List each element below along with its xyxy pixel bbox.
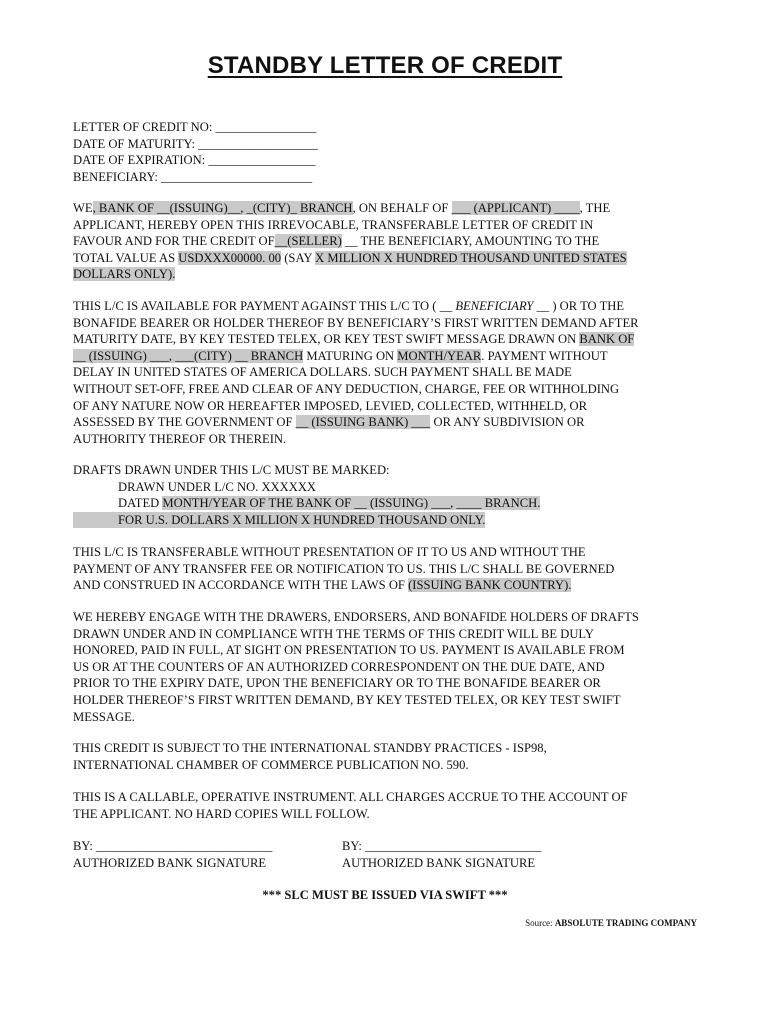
- highlighted-placeholder: FOR U.S. DOLLARS X MILLION X HUNDRED THOUSAND ONLY.: [73, 512, 485, 529]
- paragraph-line: DATED MONTH/YEAR OF THE BANK OF __ (ISSUING) ___, ____ BRANCH.: [118, 496, 541, 511]
- paragraph-line: APPLICANT, HEREBY OPEN THIS IRREVOCABLE, TRANSFERABLE LETTER OF CREDIT IN: [73, 217, 594, 232]
- beneficiary-field: BENEFICIARY: ________________________: [73, 169, 313, 184]
- source-company: ABSOLUTE TRADING COMPANY: [554, 918, 697, 928]
- paragraph-line: ASSESSED BY THE GOVERNMENT OF __ (ISSUING BANK) ___ OR ANY SUBDIVISION OR: [73, 415, 585, 430]
- highlighted-placeholder: __ (ISSUING) ___, ___(CITY) __ BRANCH: [73, 348, 304, 363]
- paragraph-line: WITHOUT SET-OFF, FREE AND CLEAR OF ANY DEDUCTION, CHARGE, FEE OR WITHHOLDING: [73, 381, 620, 396]
- paragraph-line: DRAFTS DRAWN UNDER THIS L/C MUST BE MARKED:: [73, 463, 390, 477]
- source-credit: [525, 915, 697, 932]
- highlighted-placeholder: , BANK OF __(ISSUING)__, _(CITY)_ BRANCH: [92, 201, 353, 215]
- paragraph-transferable: [73, 544, 701, 594]
- paragraph-line: OF ANY NATURE NOW OR HEREAFTER IMPOSED, LEVIED, COLLECTED, WITHHELD, OR: [73, 398, 587, 413]
- source-label: Source:: [525, 918, 555, 928]
- signature-block-right: [342, 838, 541, 871]
- paragraph-line: DELAY IN UNITED STATES OF AMERICA DOLLARS. SUCH PAYMENT SHALL BE MADE: [73, 365, 572, 380]
- highlighted-placeholder: BANK OF: [579, 332, 635, 347]
- highlighted-placeholder: ___ (APPLICANT) ____: [451, 201, 580, 215]
- signature-label: AUTHORIZED BANK SIGNATURE: [73, 855, 267, 870]
- highlighted-placeholder: __ (ISSUING BANK) ___: [295, 415, 431, 430]
- document-title: STANDBY LETTER OF CREDIT: [207, 52, 563, 79]
- highlighted-placeholder: DOLLARS ONLY).: [73, 267, 176, 282]
- highlighted-placeholder: __(SELLER): [274, 234, 342, 249]
- paragraph-line: AUTHORITY THEREOF OR THEREIN.: [73, 431, 287, 446]
- paragraph-isp98: [73, 740, 701, 773]
- paragraph-availability: [73, 298, 701, 447]
- paragraph-line: INTERNATIONAL CHAMBER OF COMMERCE PUBLICATION NO. 590.: [73, 757, 469, 772]
- highlighted-placeholder: (ISSUING BANK COUNTRY).: [408, 578, 572, 593]
- highlighted-placeholder: USDXXX00000. 00: [178, 250, 282, 265]
- paragraph-line: DRAWN UNDER AND IN COMPLIANCE WITH THE TERMS OF THIS CREDIT WILL BE DULY: [73, 626, 594, 641]
- paragraph-line: THE APPLICANT. NO HARD COPIES WILL FOLLOW.: [73, 806, 370, 821]
- paragraph-line: THIS IS A CALLABLE, OPERATIVE INSTRUMENT. ALL CHARGES ACCRUE TO THE ACCOUNT OF: [73, 790, 628, 804]
- lc-number-field: LETTER OF CREDIT NO: ________________: [73, 120, 317, 134]
- expiration-date-field: DATE OF EXPIRATION: _________________: [73, 153, 316, 168]
- paragraph-line: THIS CREDIT IS SUBJECT TO THE INTERNATIONAL STANDBY PRACTICES - ISP98,: [73, 741, 547, 755]
- paragraph-line: DRAWN UNDER L/C NO. XXXXXX: [118, 479, 317, 494]
- paragraph-line: FAVOUR AND FOR THE CREDIT OF__(SELLER) __ THE BENEFICIARY, AMOUNTING TO THE: [73, 234, 600, 249]
- paragraph-line: MESSAGE.: [73, 709, 135, 724]
- paragraph-line: HOLDER THEREOF’S FIRST WRITTEN DEMAND, BY KEY TESTED TELEX, OR KEY TEST SWIFT: [73, 692, 621, 707]
- paragraph-callable: [73, 789, 701, 822]
- paragraph-line: WE, BANK OF __(ISSUING)__, _(CITY)_ BRANCH, ON BEHALF OF ___ (APPLICANT) ____, THE: [73, 201, 611, 215]
- paragraph-line: THIS L/C IS TRANSFERABLE WITHOUT PRESENTATION OF IT TO US AND WITHOUT THE: [73, 545, 586, 559]
- signature-line: BY: ____________________________: [73, 839, 273, 853]
- paragraph-line: TOTAL VALUE AS USDXXX00000. 00 (SAY X MILLION X HUNDRED THOUSAND UNITED STATES: [73, 250, 627, 265]
- paragraph-line: WE HEREBY ENGAGE WITH THE DRAWERS, ENDORSERS, AND BONAFIDE HOLDERS OF DRAFTS: [73, 610, 639, 624]
- paragraph-line: [73, 512, 701, 529]
- paragraph-line: BONAFIDE BEARER OR HOLDER THEREOF BY BENEFICIARY’S FIRST WRITTEN DEMAND AFTER: [73, 315, 639, 330]
- swift-note: *** SLC MUST BE ISSUED VIA SWIFT ***: [262, 888, 508, 902]
- paragraph-drafts: [73, 462, 701, 528]
- paragraph-line: MATURITY DATE, BY KEY TESTED TELEX, OR KEY TEST SWIFT MESSAGE DRAWN ON BANK OF: [73, 332, 635, 347]
- signature-line: BY: ____________________________: [342, 839, 542, 853]
- paragraph-line: THIS L/C IS AVAILABLE FOR PAYMENT AGAINST THIS L/C TO ( __ BENEFICIARY __ ) OR TO THE: [73, 299, 625, 313]
- paragraph-line: [73, 266, 701, 283]
- highlighted-placeholder: MONTH/YEAR: [397, 348, 482, 363]
- paragraph-line: PAYMENT OF ANY TRANSFER FEE OR NOTIFICATION TO US. THIS L/C SHALL BE GOVERNED: [73, 561, 615, 576]
- paragraph-line: PRIOR TO THE EXPIRY DATE, UPON THE BENEFICIARY OR TO THE BONAFIDE BEARER OR: [73, 676, 601, 691]
- paragraph-line: AND CONSTRUED IN ACCORDANCE WITH THE LAWS OF (ISSUING BANK COUNTRY).: [73, 578, 572, 593]
- paragraph-opening: [73, 200, 701, 283]
- paragraph-engagement: [73, 609, 701, 725]
- header-fields: [73, 119, 701, 185]
- paragraph-line: US OR AT THE COUNTERS OF AN AUTHORIZED CORRESPONDENT ON THE DUE DATE, AND: [73, 659, 605, 674]
- highlighted-placeholder: X MILLION X HUNDRED THOUSAND UNITED STATES: [315, 250, 627, 265]
- paragraph-line: __ (ISSUING) ___, ___(CITY) __ BRANCH MATURING ON MONTH/YEAR. PAYMENT WITHOUT: [73, 348, 608, 363]
- signature-block-left: [73, 838, 272, 871]
- paragraph-line: HONORED, PAID IN FULL, AT SIGHT ON PRESENTATION TO US. PAYMENT IS AVAILABLE FROM: [73, 643, 625, 658]
- maturity-date-field: DATE OF MATURITY: ___________________: [73, 136, 318, 151]
- highlighted-placeholder: MONTH/YEAR OF THE BANK OF __ (ISSUING) ___, ____ BRANCH.: [162, 496, 541, 511]
- signature-label: AUTHORIZED BANK SIGNATURE: [342, 855, 536, 870]
